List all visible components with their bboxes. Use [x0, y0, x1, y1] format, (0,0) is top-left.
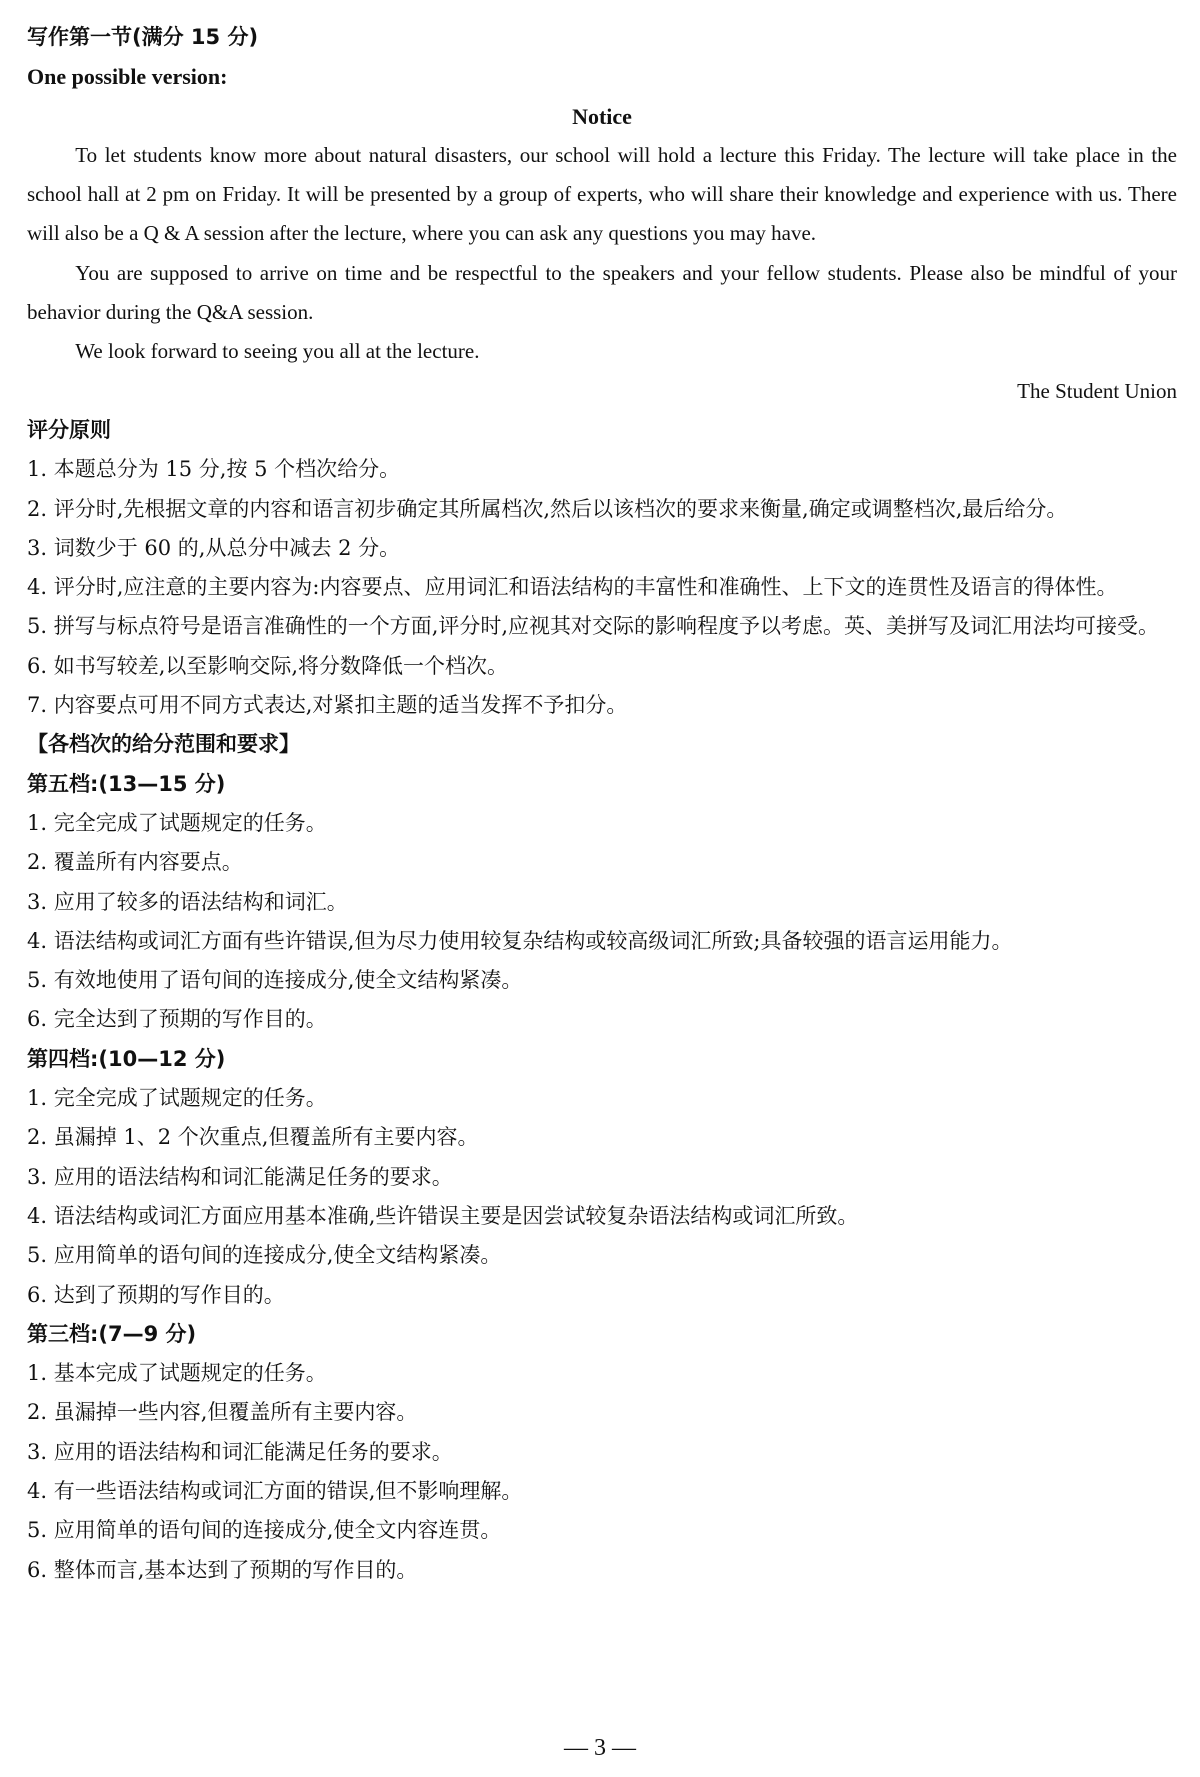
- notice-paragraph-3: We look forward to seeing you all at the lecture.: [75, 339, 480, 364]
- scoring-item: 1. 本题总分为 15 分,按 5 个档次给分。: [27, 457, 401, 482]
- level-item: 1. 基本完成了试题规定的任务。: [27, 1361, 327, 1386]
- level-title: 第四档:(10—12 分): [27, 1046, 226, 1071]
- notice-signature: The Student Union: [1017, 378, 1177, 403]
- level-item: 6. 整体而言,基本达到了预期的写作目的。: [27, 1557, 418, 1582]
- version-label: One possible version:: [27, 64, 228, 90]
- level-item: 5. 应用简单的语句间的连接成分,使全文内容连贯。: [27, 1518, 502, 1543]
- level-item: 2. 虽漏掉 1、2 个次重点,但覆盖所有主要内容。: [27, 1125, 479, 1150]
- scoring-heading: 评分原则: [27, 417, 111, 442]
- level-item: 1. 完全完成了试题规定的任务。: [27, 810, 327, 835]
- level-item: 6. 完全达到了预期的写作目的。: [27, 1007, 327, 1032]
- scoring-item: 2. 评分时,先根据文章的内容和语言初步确定其所属档次,然后以该档次的要求来衡量,确定或调整档次,最后给分。: [27, 496, 1068, 521]
- notice-title: Notice: [572, 103, 632, 129]
- level-item: 3. 应用的语法结构和词汇能满足任务的要求。: [27, 1439, 453, 1464]
- level-item: 2. 虽漏掉一些内容,但覆盖所有主要内容。: [27, 1400, 418, 1425]
- level-item: 4. 语法结构或词汇方面应用基本准确,些许错误主要是因尝试较复杂语法结构或词汇所致。: [27, 1203, 859, 1228]
- scoring-item: 6. 如书写较差,以至影响交际,将分数降低一个档次。: [27, 653, 509, 678]
- page-number: — 3 —: [564, 1735, 636, 1761]
- scoring-item: 7. 内容要点可用不同方式表达,对紧扣主题的适当发挥不予扣分。: [27, 693, 628, 718]
- scoring-item: 5. 拼写与标点符号是语言准确性的一个方面,评分时,应视其对交际的影响程度予以考虑。英、美拼写及词汇用法均可接受。: [27, 614, 1160, 639]
- level-item: 3. 应用了较多的语法结构和词汇。: [27, 889, 348, 914]
- level-item: 6. 达到了预期的写作目的。: [27, 1282, 285, 1307]
- level-item: 3. 应用的语法结构和词汇能满足任务的要求。: [27, 1164, 453, 1189]
- scoring-item: 3. 词数少于 60 的,从总分中减去 2 分。: [27, 535, 401, 560]
- level-title: 第五档:(13—15 分): [27, 771, 226, 796]
- level-item: 2. 覆盖所有内容要点。: [27, 850, 243, 875]
- level-item: 4. 有一些语法结构或词汇方面的错误,但不影响理解。: [27, 1478, 523, 1503]
- levels-heading: 【各档次的给分范围和要求】: [27, 732, 300, 757]
- level-item: 4. 语法结构或词汇方面有些许错误,但为尽力使用较复杂结构或较高级词汇所致;具备较强的语言运用能力。: [27, 928, 1013, 953]
- level-item: 1. 完全完成了试题规定的任务。: [27, 1086, 327, 1111]
- level-item: 5. 有效地使用了语句间的连接成分,使全文结构紧凑。: [27, 968, 523, 993]
- level-item: 5. 应用简单的语句间的连接成分,使全文结构紧凑。: [27, 1243, 502, 1268]
- section-title: 写作第一节(满分 15 分): [27, 25, 259, 49]
- scoring-item: 4. 评分时,应注意的主要内容为:内容要点、应用词汇和语法结构的丰富性和准确性、上下文的连贯性及语言的得体性。: [27, 575, 1118, 600]
- notice-paragraph-2: You are supposed to arrive on time and be respectful to the speakers and your fellow students. Please also be mindful of your behavior during the Q&A session.: [27, 260, 1177, 325]
- notice-paragraph-1: To let students know more about natural disasters, our school will hold a lecture this Friday. The lecture will take place in the school hall at 2 pm on Friday. It will be presented by a group of experts, who will share their knowledge and experience with us. There will also be a Q & A session after the lecture, where you can ask any questions you may have.: [27, 142, 1177, 246]
- document-page: [27, 18, 1177, 1590]
- level-title: 第三档:(7—9 分): [27, 1321, 197, 1346]
